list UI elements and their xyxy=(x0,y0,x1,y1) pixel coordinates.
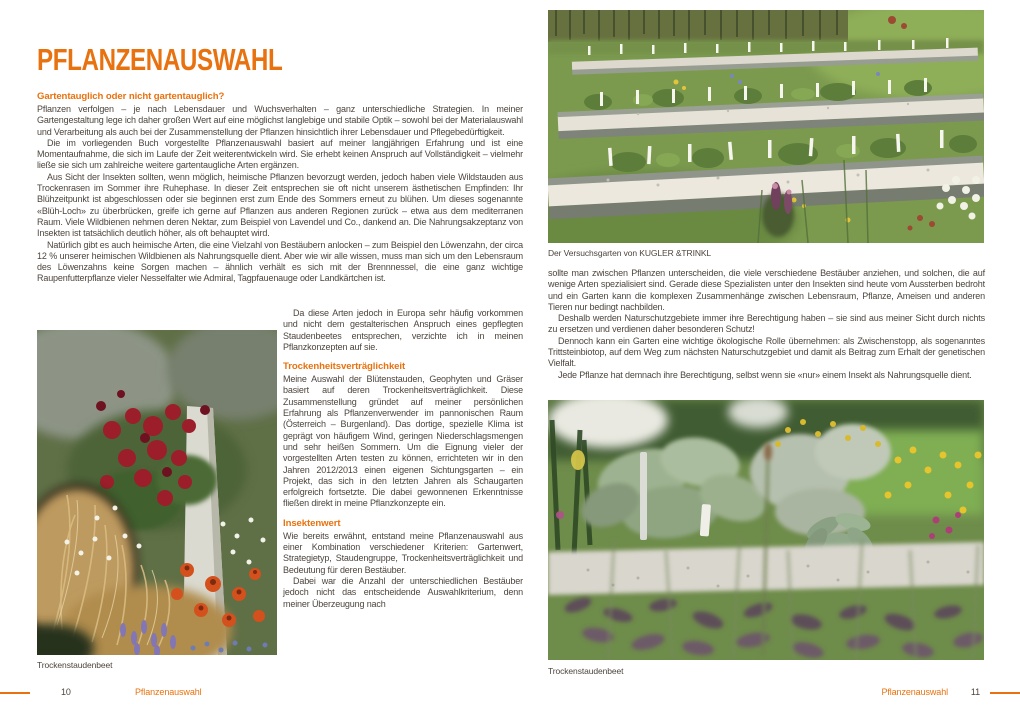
left-narrow-column xyxy=(283,308,523,610)
paragraph: Dennoch kann ein Garten eine wichtige ökologische Rolle übernehmen: als Zwischenstopp, als sogenanntes Trittsteinbiotop, auf dem Weg zum nächsten Naturschutzgebiet und damit als Beitrag zum Erhalt der genetischen Vielfalt. xyxy=(548,335,985,369)
photo-caption-top-right: Der Versuchsgarten von KUGLER &TRINKL xyxy=(548,248,712,258)
paragraph: Natürlich gibt es auch heimische Arten, die eine Vielzahl von Bestäubern anlocken – zum Beispiel den Löwenzahn, der circa 12 % unserer heimischen Wildbienen als Nahrungsquelle dient. Aber wie wir alle wissen, muss man sich um den Lebensraum des Löwenzahns keine Sorgen machen – ähnlich verhält es sich mit der Brennnessel, die eine ganz wichtige Raupenfutterpflanze vieler Nesselfalter wie Admiral, Tagpfauenauge oder Landkärtchen ist. xyxy=(37,239,523,284)
footer-rule-left xyxy=(0,692,30,694)
left-wide-text xyxy=(37,91,523,285)
footer-rule-right xyxy=(990,692,1020,694)
right-text xyxy=(548,268,985,381)
paragraph: Die im vorliegenden Buch vorgestellte Pflanzenauswahl basiert auf meiner langjährigen Erfahrung und ist eine Momentaufnahme, die sich im Laufe der Zeit weiterentwickeln wird. Sie erhebt keinen Anspruch auf Vollständigkeit – vielmehr ließe sie sich um zahlreiche weitere gartentaugliche Arten ergänzen. xyxy=(37,137,523,171)
page-number-left: 10 xyxy=(61,687,71,697)
paragraph: Deshalb werden Naturschutzgebiete immer ihre Berechtigung haben – sie sind aus meiner Sicht durch nichts zu ersetzen und verdienen daher besonderen Schutz! xyxy=(548,313,985,335)
paragraph: Aus Sicht der Insekten sollten, wenn möglich, heimische Pflanzen bevorzugt werden, jedoch haben viele Wildstauden aus Trockenrasen im Sommer ihre Ruhephase. In dieser Zeit entsprechen sie oft nicht unserem ästhetischen Empfinden: Ihr Blühzeitpunkt ist abgeschlossen oder sie beginnen erst zum Ende des Sommers erneut zu blühen. Um dieses sogenannte «Blüh-Loch» zu überbrücken, greife ich gerne auf Pflanzen aus anderen Regionen zurück – etwa aus dem mediterranen Raum. Viele Wildbienen nehmen deren Nektar, zum Beispiel von Lavendel und Co., dankend an. Die Nahrungsakzeptanz von Insekten ist tatsächlich deutlich höher, als oft behauptet wird. xyxy=(37,171,523,239)
photo-caption-bottom-right: Trockenstaudenbeet xyxy=(548,666,624,676)
paragraph: Wie bereits erwähnt, entstand meine Pflanzenauswahl aus einer Kombination verschiedener Kriterien: Gartenwert, Strategietyp, Staudengruppe, Trockenheitsverträglichkeit und Bedeutung für deren Bestäuber. xyxy=(283,530,523,575)
heading-gartentauglich: Gartentauglich oder nicht gartentauglich? xyxy=(37,91,225,102)
page-number-right: 11 xyxy=(970,687,980,697)
paragraph: Jede Pflanze hat demnach ihre Berechtigung, selbst wenn sie «nur» einem Insekt als Nahrungsquelle dient. xyxy=(558,369,972,380)
footer-label-left: Pflanzenauswahl xyxy=(135,687,202,697)
footer-label-right: Pflanzenauswahl xyxy=(881,687,948,697)
photo-trockenstaudenbeet-right xyxy=(548,400,984,660)
photo-versuchsgarten xyxy=(548,10,984,243)
page-title: PFLANZENAUSWAHL xyxy=(37,42,283,77)
heading-trockenheitsvertraeglichkeit: Trockenheitsverträglichkeit xyxy=(283,361,406,373)
paragraph: Dabei war die Anzahl der unterschiedlichen Bestäuber jedoch nicht das entscheidende Auswahlkriterium, denn meiner Überzeugung nach xyxy=(283,575,523,609)
photo-caption-left: Trockenstaudenbeet xyxy=(37,660,113,670)
paragraph: sollte man zwischen Pflanzen unterscheiden, die viele verschiedene Bestäuber anziehen, und solchen, die auf wenige Arten spezialisiert sind. Gerade diese Spezialisten unter den Insekten sind heute vom Aussterben bedroht und ein Garten kann die komplexen Zusammenhänge zwischen Lebensraum, Pflanze, Ameisen und anderen Tieren nur bedingt nachbilden. xyxy=(548,268,985,312)
photo-trockenstaudenbeet-left xyxy=(37,330,277,655)
paragraph: Da diese Arten jedoch in Europa sehr häufig vorkommen und nicht dem gestalterischen Anspruch eines gepflegten Staudenbeetes entsprechen, verzichte ich in meinen Pflanzkonzepten auf sie. xyxy=(283,308,523,352)
paragraph: Meine Auswahl der Blütenstauden, Geophyten und Gräser basiert auf deren Trockenheitsverträglichkeit. Diese Zusammenstellung gründet auf meiner persönlichen Erfahrung als Pflanzenverwender im pannonischen Raum (Österreich – Burgenland). Das dortige, spezielle Klima ist geprägt von häufigem Wind, geringen Niederschlagsmengen und sehr heißen Sommern. Um die Eignung vieler der vorgestellten Arten testen zu können, errichteten wir in den Jahren 2012/2013 einen eigenen Sichtungsgarten – ein Projekt, das sich in den letzten Jahren als Schaugarten erfolgreich fortsetzte. Die dabei gewonnenen Erkenntnisse fließen direkt in meine Pflanzkonzepte ein. xyxy=(283,374,523,509)
heading-insektenwert: Insektenwert xyxy=(283,517,341,529)
paragraph: Pflanzen verfolgen – je nach Lebensdauer und Wuchsverhalten – ganz unterschiedliche Strategien. In meiner Gartengestaltung lege ich daher großen Wert auf eine möglichst langlebige und stabile Optik – sowohl bei der Materialauswahl und Verarbeitung als auch bei der Zusammenstellung der Pflanzen hinsichtlich ihrer Lebensdauer und Pflegebedürftigkeit. xyxy=(37,104,523,137)
